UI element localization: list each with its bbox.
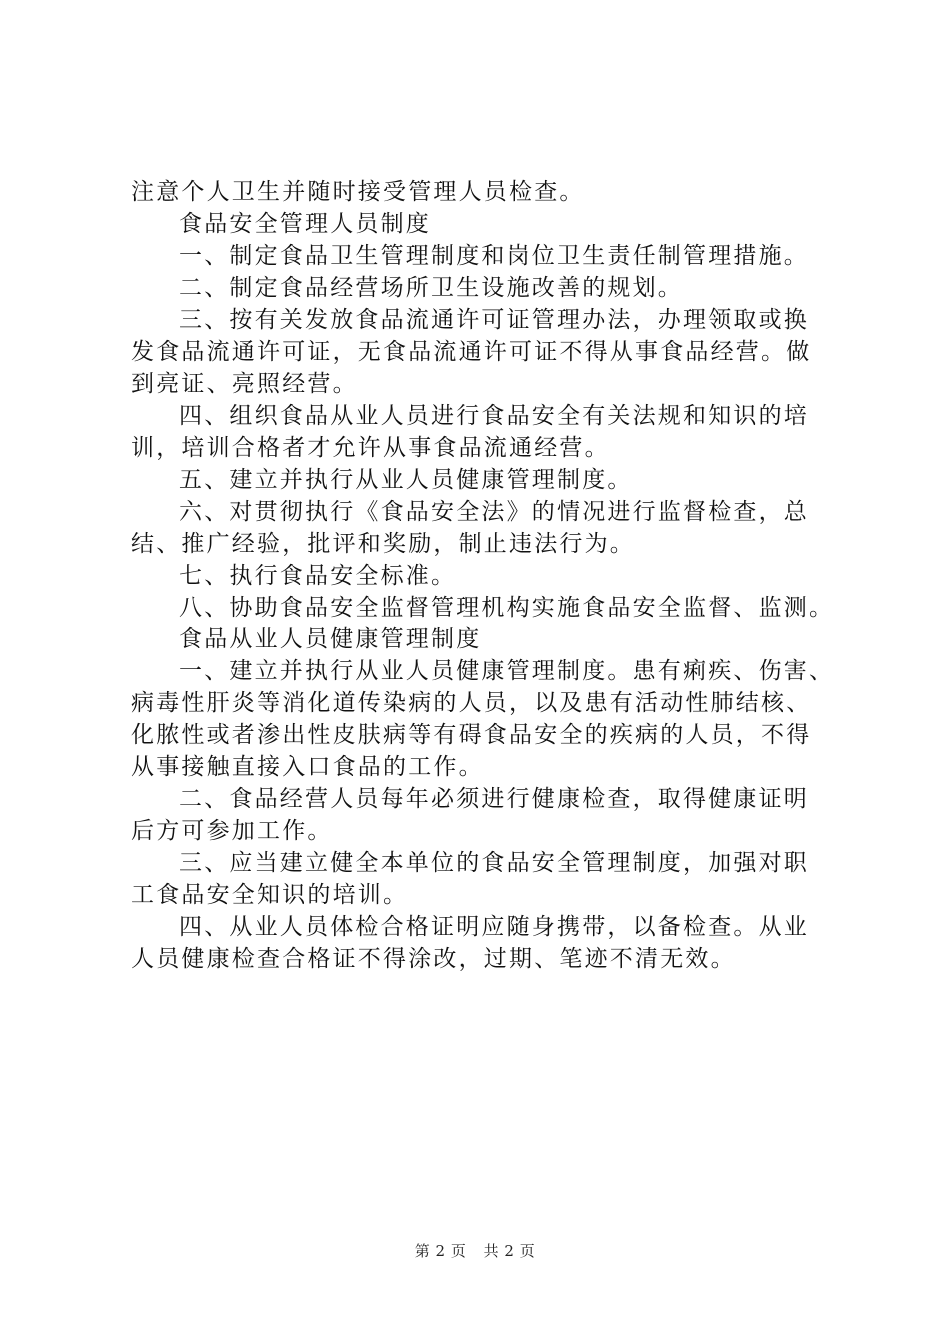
text-section-a (131, 176, 841, 624)
text-line: 七、执行食品安全标准。 (179, 563, 457, 589)
text-line: 二、制定食品经营场所卫生设施改善的规划。 (179, 275, 683, 301)
text-line: 食品从业人员健康管理制度 (179, 626, 482, 652)
text-line: 结、推广经验，批评和奖励，制止违法行为。 (131, 531, 635, 557)
text-line: 化脓性或者渗出性皮肤病等有碍食品安全的疾病的人员，不得 (131, 722, 812, 748)
text-line: 八、协助食品安全监督管理机构实施食品安全监督、监测。 (179, 595, 835, 621)
text-line: 工食品安全知识的培训。 (131, 882, 409, 908)
text-line: 三、按有关发放食品流通许可证管理办法，办理领取或换 (179, 307, 809, 333)
text-line: 从事接触直接入口食品的工作。 (131, 754, 484, 780)
text-line: 一、建立并执行从业人员健康管理制度。患有痢疾、伤害、 (179, 658, 835, 684)
text-section-b (131, 623, 841, 975)
text-line: 五、建立并执行从业人员健康管理制度。 (179, 467, 633, 493)
page-total: 共 2 页 (483, 1242, 536, 1260)
text-line: 食品安全管理人员制度 (179, 211, 431, 237)
text-line: 后方可参加工作。 (131, 818, 333, 844)
text-line: 到亮证、亮照经营。 (131, 371, 358, 397)
page-footer (0, 1240, 950, 1261)
page-number: 第 2 页 (414, 1242, 467, 1260)
text-line: 注意个人卫生并随时接受管理人员检查。 (131, 179, 585, 205)
text-line: 病毒性肝炎等消化道传染病的人员，以及患有活动性肺结核、 (131, 690, 812, 716)
text-line: 四、从业人员体检合格证明应随身携带，以备检查。从业 (179, 914, 809, 940)
text-line: 人员健康检查合格证不得涂改，过期、笔迹不清无效。 (131, 946, 736, 972)
text-line: 二、食品经营人员每年必须进行健康检查，取得健康证明 (179, 786, 809, 812)
text-line: 一、制定食品卫生管理制度和岗位卫生责任制管理措施。 (179, 243, 809, 269)
text-line: 训，培训合格者才允许从事食品流通经营。 (131, 435, 610, 461)
text-line: 三、应当建立健全本单位的食品安全管理制度，加强对职 (179, 850, 809, 876)
text-line: 发食品流通许可证，无食品流通许可证不得从事食品经营。做 (131, 339, 812, 365)
text-line: 四、组织食品从业人员进行食品安全有关法规和知识的培 (179, 403, 809, 429)
text-line: 六、对贯彻执行《食品安全法》的情况进行监督检查，总 (179, 499, 809, 525)
